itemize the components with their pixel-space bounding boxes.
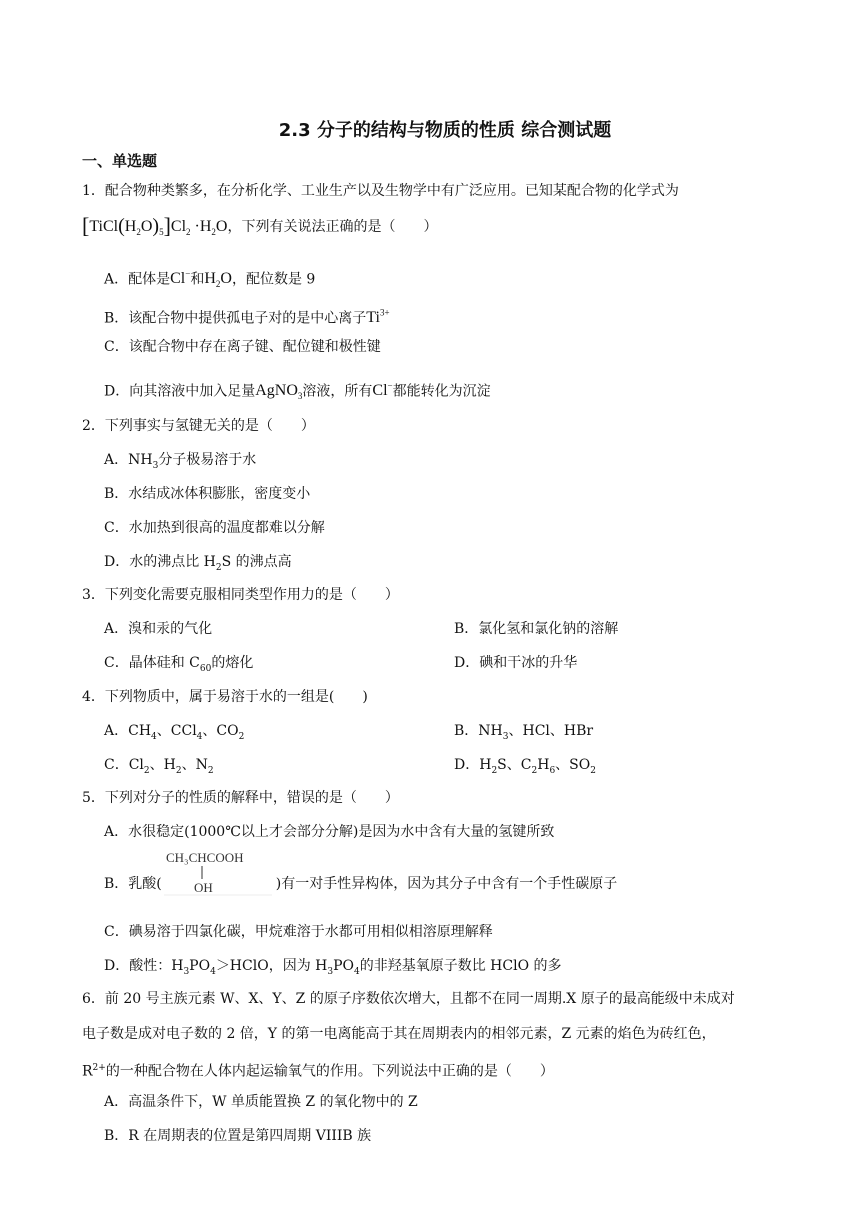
lactic-oh-text: OH [193, 880, 213, 895]
question-4-option-d: D．$H_2S$、$C_2H_6$、$SO_2$ [454, 757, 596, 776]
page-title: 2.3 分子的结构与物质的性质 综合测试题 [278, 120, 612, 141]
question-3-option-c: C．晶体硅和 $C_{60}$的熔化 [104, 655, 254, 674]
question-6-option-a: A．高温条件下，W 单质能置换 Z 的氧化物中的 Z [104, 1094, 418, 1110]
question-3-option-a: A．溴和汞的气化 [104, 621, 213, 637]
question-4-option-a: A．$CH_4$、CCl$_4$、$CO_2$ [104, 723, 245, 742]
question-3-option-b: B．氯化氢和氯化钠的溶解 [454, 621, 619, 637]
lactic-acid-structure [164, 850, 274, 896]
question-1-option-c: C．该配合物中存在离子键、配位键和极性键 [104, 339, 381, 355]
question-3-stem: 3．下列变化需要克服相同类型作用力的是（ ） [82, 587, 399, 603]
question-1-option-b: B．该配合物中提供孤电子对的是中心离子$Ti^{3+}$ [104, 308, 390, 327]
question-5-option-c: C．碘易溶于四氯化碳，甲烷难溶于水都可用相似相溶原理解释 [104, 924, 493, 940]
question-6-option-b: B．R 在周期表的位置是第四周期 VIIIB 族 [104, 1128, 372, 1144]
question-4-stem: 4．下列物质中，属于易溶于水的一组是( ) [82, 689, 368, 705]
question-2-option-b: B．水结成冰体积膨胀，密度变小 [104, 486, 311, 502]
complex-formula: $[TiCl(H_2O)_5]Cl_2 \cdot H_2O$ [82, 213, 228, 238]
question-6-line-2: 电子数是成对电子数的 2 倍，Y 的第一电离能高于其在周期表内的相邻元素，Z 元素的焰色为砖红色， [82, 1026, 716, 1042]
question-5-stem: 5．下列对分子的性质的解释中，错误的是（ ） [82, 790, 399, 806]
question-4-option-b: B．$NH_3$、HCl、HBr [454, 723, 594, 742]
question-5-option-b: B．乳酸( CH₃CHCOOH OH )有一对手性异构体，因为其分子中含有一个手性碳原子 [104, 850, 618, 895]
question-1-option-a: A．配体是Cl−和$H_2O$，配位数是 9 [104, 269, 316, 290]
question-5-option-a: A．水很稳定(1000℃以上才会部分分解)是因为水中含有大量的氢键所致 [104, 824, 555, 840]
question-6-line-1: 6．前 20 号主族元素 W、X、Y、Z 的原子序数依次增大，且都不在同一周期.X 原子的最高能级中未成对 [82, 991, 735, 1007]
question-2-stem: 2．下列事实与氢键无关的是（ ） [82, 418, 315, 434]
lactic-top-text: CH₃CHCOOH [165, 850, 244, 865]
question-5-option-d: D．酸性：$H_3PO_4>HClO$，因为 $H_3PO_4$的非羟基氧原子数比 HClO 的多 [104, 958, 562, 977]
question-3-option-d: D．碘和干冰的升华 [454, 655, 578, 671]
question-2-option-d: D．水的沸点比 $H_2S$ 的沸点高 [104, 554, 292, 573]
question-2-option-a: A．$NH_3$分子极易溶于水 [104, 452, 257, 471]
question-6-line-3: $R^{2+}$的一种配合物在人体内起运输氧气的作用。下列说法中正确的是（ ） [82, 1063, 554, 1080]
question-2-option-c: C．水加热到很高的温度都难以分解 [104, 520, 325, 536]
question-1-option-d: D．向其溶液中加入足量AgNO$_3$溶液，所有Cl−都能转化为沉淀 [104, 381, 491, 402]
section-heading: 一、单选题 [82, 152, 158, 170]
question-1-formula-line: $[TiCl(H_2O)_5]Cl_2 \cdot H_2O$，下列有关说法正确的是（ ） [82, 213, 438, 238]
question-4-option-c: C．$Cl_2$、$H_2$、$N_2$ [104, 757, 214, 776]
question-1-stem: 1．配合物种类繁多，在分析化学、工业生产以及生物学中有广泛应用。已知某配合物的化学式为 [82, 183, 679, 199]
